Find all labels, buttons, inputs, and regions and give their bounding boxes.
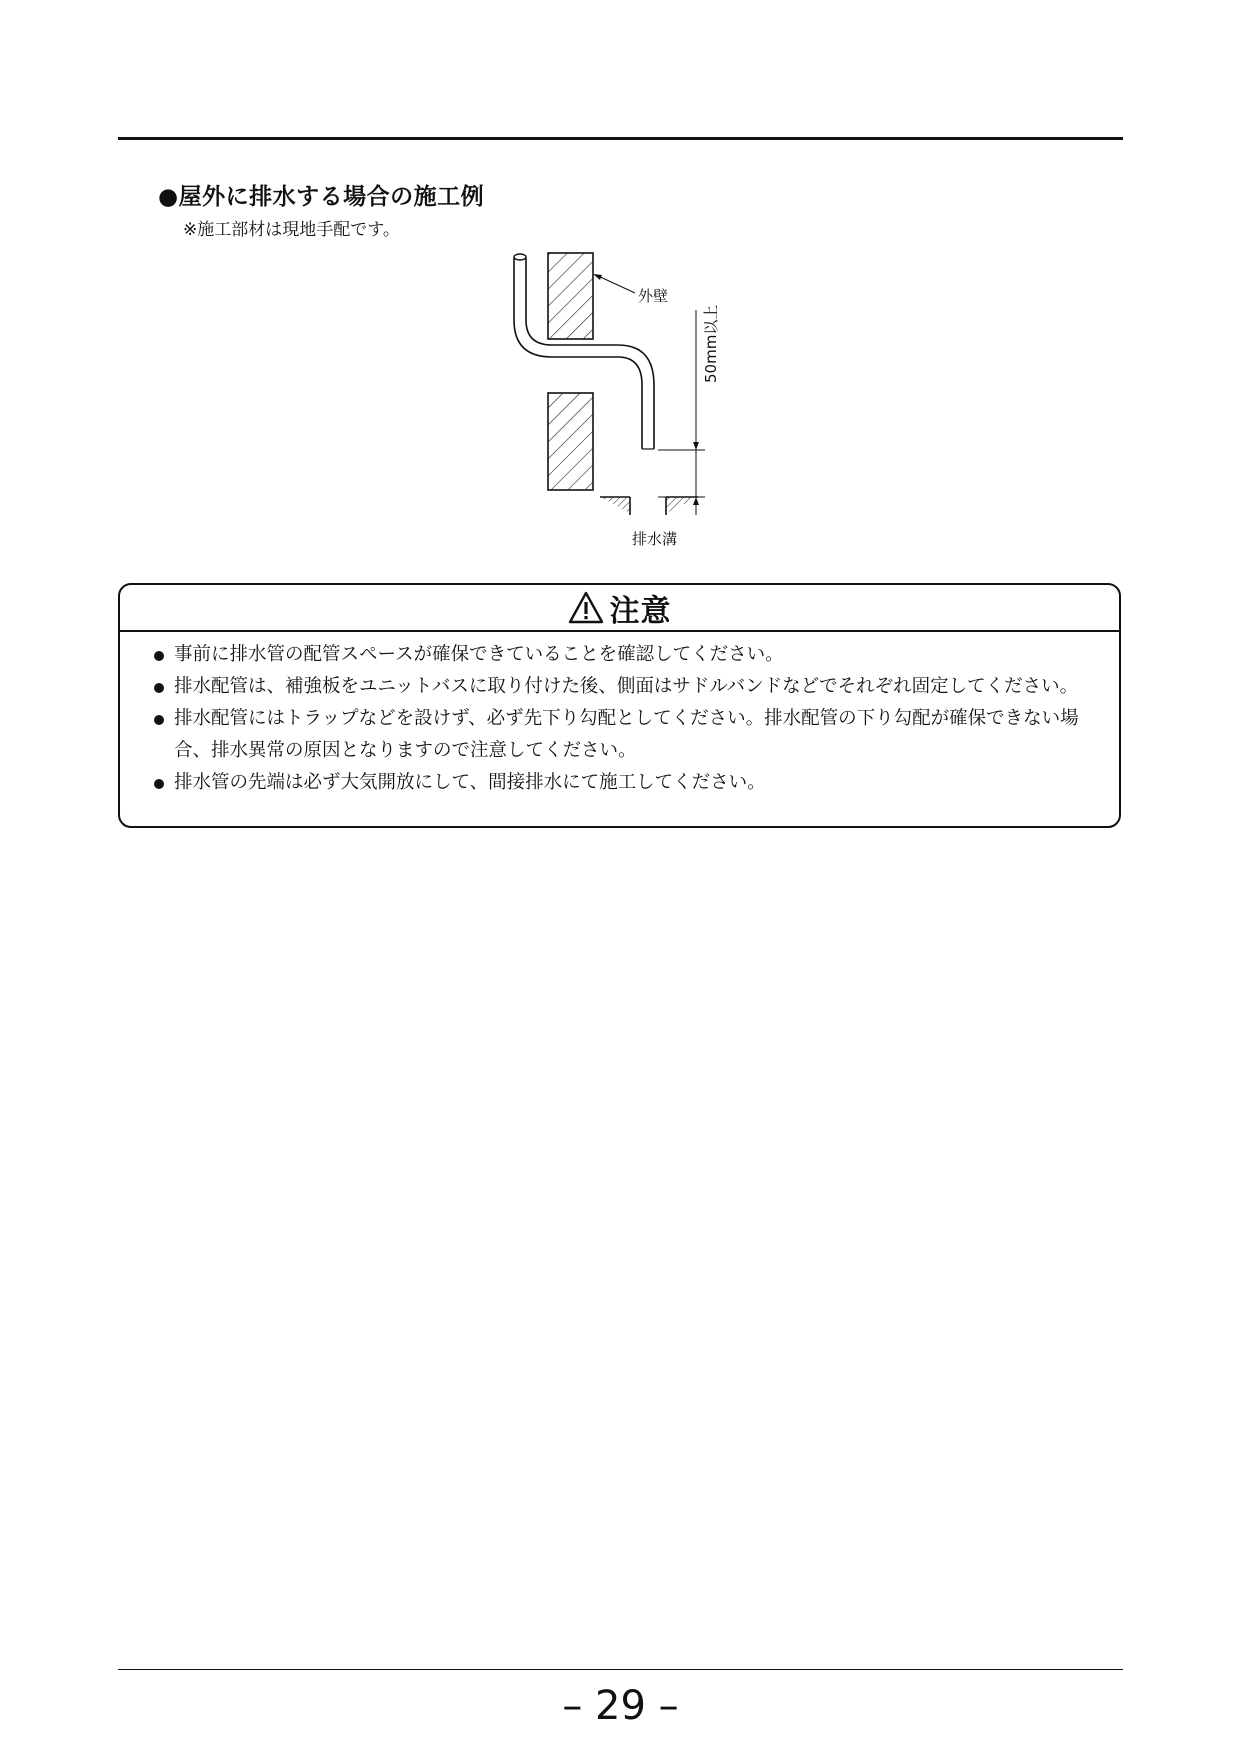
wall-leader bbox=[593, 274, 635, 293]
wall-label: 外壁 bbox=[638, 287, 669, 305]
outer-wall bbox=[548, 253, 593, 490]
caution-item: 事前に排水管の配管スペースが確保できていることを確認してください。 bbox=[154, 639, 1099, 671]
caution-list bbox=[120, 632, 1119, 799]
caution-header bbox=[120, 585, 1119, 632]
dimension-line bbox=[658, 310, 705, 515]
dimension-label: 50mm以上 bbox=[702, 304, 720, 383]
caution-item: 排水管の先端は必ず大気開放にして、間接排水にて施工してください。 bbox=[154, 767, 1099, 799]
caution-box bbox=[118, 583, 1121, 828]
drain-pipe-top-end bbox=[514, 254, 526, 260]
drain-ditch bbox=[600, 497, 698, 515]
bottom-rule bbox=[118, 1669, 1123, 1670]
outer-wall-lower bbox=[548, 393, 593, 490]
page-number: – 29 – bbox=[562, 1683, 679, 1729]
warning-triangle-icon bbox=[568, 591, 604, 625]
top-rule bbox=[118, 137, 1123, 140]
section-note: ※施工部材は現地手配です。 bbox=[183, 220, 400, 240]
outer-wall-upper bbox=[548, 253, 593, 339]
caution-item: 排水配管は、補強板をユニットバスに取り付けた後、側面はサドルバンドなどでそれぞれ固定してください。 bbox=[154, 671, 1099, 703]
caution-title: 注意 bbox=[609, 593, 672, 629]
section-heading: ●屋外に排水する場合の施工例 bbox=[158, 184, 485, 210]
ditch-label: 排水溝 bbox=[632, 530, 678, 548]
drain-installation-diagram bbox=[490, 245, 740, 550]
caution-item: 排水配管にはトラップなどを設けず、必ず先下り勾配としてください。排水配管の下り勾配が確保できない場合、排水異常の原因となりますので注意してください。 bbox=[154, 703, 1099, 767]
diagram-drawing bbox=[490, 245, 740, 550]
